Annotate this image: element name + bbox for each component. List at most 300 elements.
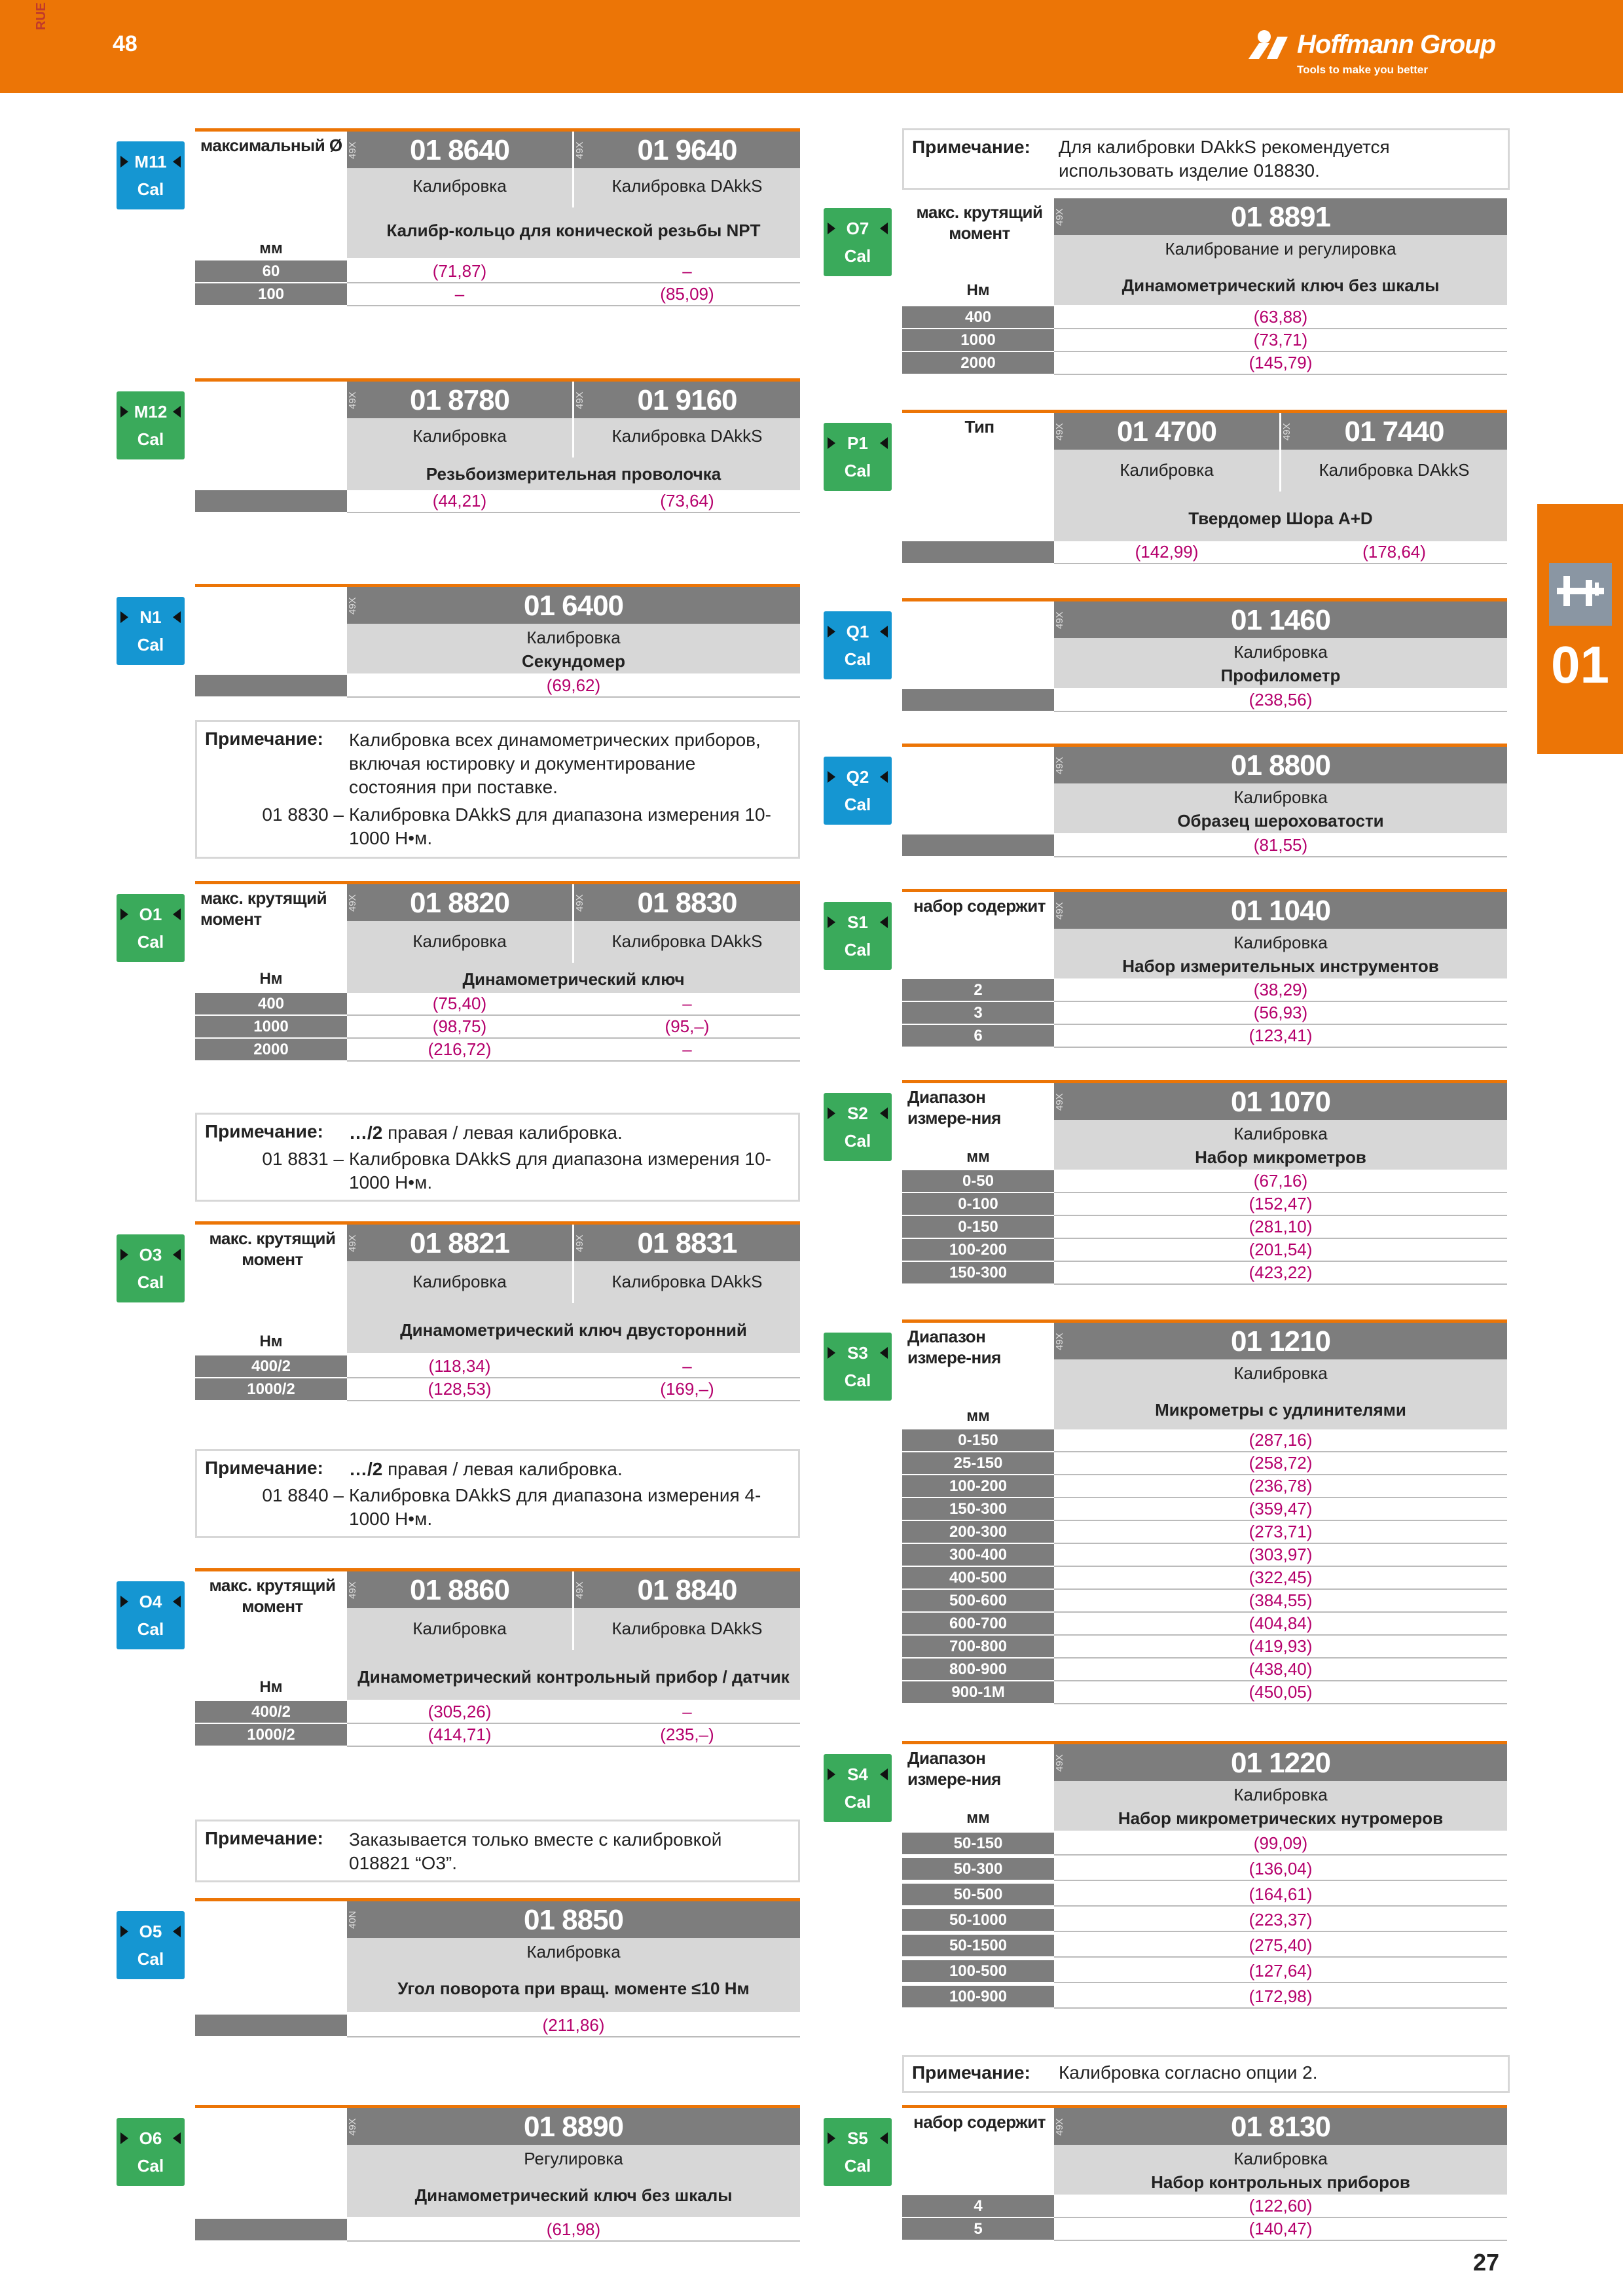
quantity-code: 49X — [1054, 757, 1065, 774]
row-key — [195, 675, 347, 696]
row-key — [195, 490, 347, 512]
note-box — [195, 720, 800, 859]
quantity-code: 49X — [1054, 1754, 1065, 1772]
article-header — [1054, 747, 1507, 783]
price-value: (85,09) — [660, 284, 714, 304]
note-title: Примечание: — [912, 2062, 1030, 2083]
table-row — [195, 1724, 800, 1747]
article-header — [1054, 198, 1507, 235]
badge-code: S4 — [847, 1765, 868, 1784]
article-header — [1054, 601, 1507, 638]
table-row — [902, 306, 1507, 329]
article-number[interactable]: 01 8830 — [637, 887, 737, 919]
badge-code: O4 — [139, 1592, 162, 1611]
article-number[interactable]: 01 8130 — [1230, 2111, 1331, 2143]
badge-code: O1 — [139, 905, 162, 924]
unit-label: мм — [966, 1407, 990, 1425]
price-value: – — [682, 261, 692, 281]
description-area — [1054, 235, 1507, 305]
description-area — [1054, 1359, 1507, 1429]
row-key: 200-300 — [902, 1521, 1054, 1543]
note-ref-text: Калибровка DAkkS для диапазона измерения 4-1000 Н•м. — [349, 1485, 761, 1529]
unit-label: Нм — [259, 1678, 283, 1696]
note-box — [195, 1820, 800, 1882]
row-line — [1054, 563, 1507, 564]
badge-code: N1 — [139, 607, 162, 627]
row-key: 400-500 — [902, 1567, 1054, 1588]
sub-label: Калибровка — [1233, 933, 1328, 952]
article-number[interactable]: 01 1220 — [1230, 1747, 1331, 1779]
price-value: (140,47) — [1249, 2219, 1313, 2238]
quantity-code: 49X — [574, 1581, 585, 1599]
note-text — [349, 1458, 788, 1481]
row-line — [1054, 1956, 1507, 1958]
column-label: набор содержит — [913, 896, 1046, 916]
separator — [572, 1608, 574, 1650]
note-title: Примечание: — [912, 137, 1030, 157]
price-value: (281,10) — [1249, 1217, 1313, 1236]
article-number[interactable]: 01 8860 — [409, 1574, 510, 1606]
table-row — [195, 2015, 800, 2037]
row-key: 50-500 — [902, 1884, 1054, 1905]
table-row — [902, 352, 1507, 375]
row-key: 400/2 — [195, 1701, 347, 1723]
price-value: (75,40) — [432, 994, 487, 1013]
price-value: (169,–) — [660, 1379, 714, 1399]
row-key: 400/2 — [195, 1355, 347, 1377]
badge-cal: Cal — [844, 940, 871, 960]
table-row — [902, 2195, 1507, 2218]
badge-o5 — [117, 1911, 185, 1979]
quantity-code: 49X — [347, 141, 358, 159]
product-name: Динамометрический контрольный прибор / датчик — [357, 1667, 790, 1687]
price-value: (216,72) — [428, 1039, 492, 1059]
note-text: Заказывается только вместе с калибровкой 018821 “O3”. — [349, 1829, 722, 1873]
row-line — [347, 1746, 800, 1747]
article-number[interactable]: 01 8780 — [409, 384, 510, 416]
badge-m12 — [117, 391, 185, 459]
row-key — [195, 2219, 347, 2240]
sub-label: Калибровка — [526, 1942, 621, 1962]
price-value: (164,61) — [1249, 1884, 1313, 1904]
brand-tagline: Tools to make you better — [1297, 63, 1428, 76]
description-area — [347, 624, 800, 673]
row-key: 4 — [902, 2195, 1054, 2217]
price-value: (136,04) — [1249, 1859, 1313, 1878]
description-area — [347, 1608, 800, 1700]
price-value: (127,64) — [1249, 1961, 1313, 1981]
badge-o1 — [117, 894, 185, 962]
row-line — [1054, 1982, 1507, 1983]
badge-cal: Cal — [844, 461, 871, 480]
article-number[interactable]: 01 4700 — [1116, 416, 1217, 448]
table-row — [195, 993, 800, 1016]
product-name: Микрометры с удлинителями — [1155, 1400, 1406, 1420]
article-header-1 — [347, 382, 572, 418]
price-value: (287,16) — [1249, 1430, 1313, 1450]
price-value: (152,47) — [1249, 1194, 1313, 1213]
row-line — [347, 1060, 800, 1062]
quantity-code: 49X — [574, 894, 585, 912]
price-value: (73,64) — [660, 491, 714, 511]
price-value: (98,75) — [432, 1016, 487, 1036]
article-header-1 — [347, 1571, 572, 1608]
note-ref-text: Калибровка DAkkS для диапазона измерения 10-1000 Н•м. — [349, 1149, 771, 1193]
article-header — [1054, 2108, 1507, 2145]
row-key: 400 — [195, 993, 347, 1014]
badge-cal: Cal — [844, 795, 871, 814]
row-key: 600-700 — [902, 1613, 1054, 1634]
article-header-1 — [1054, 413, 1279, 450]
price-value: (142,99) — [1135, 542, 1199, 562]
caliper-icon — [1549, 563, 1612, 626]
row-key: 6 — [902, 1025, 1054, 1047]
price-value: (178,64) — [1362, 542, 1426, 562]
row-line — [1054, 2240, 1507, 2241]
article-header — [347, 587, 800, 624]
badge-q1 — [824, 611, 892, 679]
table-row — [902, 1170, 1507, 1193]
badge-code: S3 — [847, 1343, 868, 1363]
note-text: Калибровка всех динамометрических приборов, включая юстировку и документирование состояния при поставке. — [349, 730, 761, 797]
product-name: Набор микрометрических нутромеров — [1118, 1808, 1444, 1828]
row-key: 100 — [195, 283, 347, 305]
sub-label-2: Калибровка DAkkS — [611, 1619, 763, 1638]
price-value: (438,40) — [1249, 1659, 1313, 1679]
article-header-2 — [574, 382, 800, 418]
note-bold: …/2 — [349, 1122, 383, 1143]
sub-label: Калибровка — [1233, 642, 1328, 662]
note-ref: 01 8830 – — [262, 804, 344, 825]
row-line — [1054, 2007, 1507, 2009]
price-value: (81,55) — [1253, 835, 1308, 855]
article-number[interactable]: 01 8850 — [523, 1904, 624, 1936]
article-header — [347, 1901, 800, 1938]
note-box — [195, 1113, 800, 1202]
row-key: 0-100 — [902, 1193, 1054, 1215]
description-area — [347, 418, 800, 490]
chapter-tab[interactable] — [1537, 504, 1623, 754]
price-value: (384,55) — [1249, 1590, 1313, 1610]
row-line — [1054, 1703, 1507, 1704]
badge-code: O7 — [846, 219, 869, 238]
badge-m11 — [117, 141, 185, 209]
quantity-code: 49X — [574, 391, 585, 409]
product-name: Набор измерительных инструментов — [1122, 956, 1439, 976]
price-value: – — [682, 1702, 692, 1721]
article-header — [1054, 1083, 1507, 1120]
article-number[interactable]: 01 8831 — [637, 1227, 737, 1259]
badge-cal: Cal — [137, 179, 164, 199]
badge-cal: Cal — [137, 1272, 164, 1292]
table-row — [195, 1355, 800, 1378]
badge-code: P1 — [847, 433, 868, 453]
unit-label: мм — [966, 1148, 990, 1166]
table-row — [902, 329, 1507, 352]
badge-code: Q1 — [846, 622, 869, 641]
quantity-code: 40N — [347, 1910, 358, 1929]
row-key: 150-300 — [902, 1498, 1054, 1520]
badge-cal: Cal — [137, 1619, 164, 1639]
badge-s5 — [824, 2118, 892, 2186]
note-bold: …/2 — [349, 1459, 383, 1479]
table-row — [195, 1039, 800, 1062]
separator — [572, 1261, 574, 1303]
table-row — [902, 1986, 1507, 2009]
row-line — [347, 2036, 800, 2037]
unit-label: мм — [259, 240, 283, 257]
price-value: (423,22) — [1249, 1263, 1313, 1282]
price-value: (67,16) — [1253, 1171, 1308, 1191]
description-area — [347, 2145, 800, 2217]
article-header — [1054, 892, 1507, 929]
price-value: (238,56) — [1249, 690, 1313, 709]
table-row — [902, 1025, 1507, 1048]
article-number[interactable]: 01 6400 — [523, 590, 624, 622]
article-number[interactable]: 01 1070 — [1230, 1086, 1331, 1118]
table-row — [902, 1429, 1507, 1452]
table-row — [902, 1659, 1507, 1681]
quantity-code: 49X — [347, 894, 358, 912]
badge-n1 — [117, 597, 185, 665]
article-header — [347, 2108, 800, 2145]
badge-code: M12 — [134, 402, 168, 422]
row-key: 50-1000 — [902, 1909, 1054, 1931]
table-row — [902, 1002, 1507, 1025]
article-header-2 — [574, 884, 800, 921]
table-row — [902, 1935, 1507, 1958]
badge-s2 — [824, 1093, 892, 1161]
quantity-code: 49X — [1054, 208, 1065, 226]
separator — [572, 921, 574, 963]
row-key: 50-300 — [902, 1858, 1054, 1880]
table-row — [902, 2218, 1507, 2241]
badge-q2 — [824, 757, 892, 825]
price-value: (201,54) — [1249, 1240, 1313, 1259]
badge-code: Q2 — [846, 767, 869, 787]
article-header — [1054, 1744, 1507, 1781]
quantity-code: 49X — [1054, 423, 1065, 440]
table-row — [902, 1909, 1507, 1932]
article-number[interactable]: 01 1460 — [1230, 604, 1331, 636]
row-line — [347, 512, 800, 513]
header-bar — [0, 0, 1623, 93]
row-key: 0-150 — [902, 1216, 1054, 1238]
sub-label: Калибровка — [1233, 2149, 1328, 2168]
article-number[interactable]: 01 8840 — [637, 1574, 737, 1606]
table-row — [902, 1960, 1507, 1983]
article-header-2 — [574, 132, 800, 168]
chapter-number: 01 — [1551, 636, 1609, 694]
price-value: (235,–) — [660, 1725, 714, 1744]
product-name: Твердомер Шора A+D — [1188, 509, 1373, 528]
note-title: Примечание: — [205, 1121, 323, 1141]
table-row — [902, 1239, 1507, 1262]
column-label: Тип — [964, 417, 994, 437]
row-key: 500-600 — [902, 1590, 1054, 1611]
table-row — [902, 1193, 1507, 1216]
page-number-top: 48 — [113, 31, 137, 56]
row-key: 150-300 — [902, 1262, 1054, 1283]
badge-cal: Cal — [844, 1792, 871, 1812]
quantity-code: 49X — [347, 1234, 358, 1252]
quantity-code: 49X — [574, 141, 585, 159]
price-value: (305,26) — [428, 1702, 492, 1721]
table-row — [902, 689, 1507, 712]
article-number[interactable]: 01 8640 — [409, 134, 510, 166]
row-key: 60 — [195, 260, 347, 282]
table-row — [902, 1858, 1507, 1881]
quantity-code: 49X — [347, 1581, 358, 1599]
price-value: (419,93) — [1249, 1636, 1313, 1656]
table-row — [195, 1016, 800, 1039]
description-area — [1054, 450, 1507, 541]
price-value: (44,21) — [432, 491, 487, 511]
row-line — [347, 696, 800, 698]
table-row — [195, 260, 800, 283]
row-key: 100-200 — [902, 1239, 1054, 1261]
row-key: 1000/2 — [195, 1724, 347, 1746]
article-header-2 — [574, 1225, 800, 1261]
note-box — [902, 128, 1510, 190]
note-title: Примечание: — [205, 1828, 323, 1848]
quantity-code: 49X — [1054, 1093, 1065, 1111]
row-key: 1000 — [902, 329, 1054, 351]
quantity-code: 49X — [1281, 423, 1292, 440]
article-number[interactable]: 01 8890 — [523, 2111, 624, 2143]
row-key: 800-900 — [902, 1659, 1054, 1680]
unit-label: Нм — [966, 281, 990, 299]
article-number[interactable]: 01 9640 — [637, 134, 737, 166]
table-row — [902, 1613, 1507, 1636]
description-area — [347, 921, 800, 993]
separator — [1279, 450, 1281, 492]
note-text: Калибровка согласно опции 2. — [1059, 2062, 1318, 2083]
badge-code: S2 — [847, 1103, 868, 1123]
description-area — [1054, 2145, 1507, 2195]
row-key: 1000/2 — [195, 1378, 347, 1400]
quantity-code: 49X — [574, 1234, 585, 1252]
description-area — [1054, 638, 1507, 688]
price-value: (404,84) — [1249, 1613, 1313, 1633]
badge-o7 — [824, 208, 892, 276]
row-line — [1054, 1905, 1507, 1907]
article-number[interactable]: 01 1210 — [1230, 1325, 1331, 1357]
row-key: 1000 — [195, 1016, 347, 1037]
table-row — [195, 1378, 800, 1401]
row-key: 100-900 — [902, 1986, 1054, 2007]
sub-label: Калибровка — [526, 628, 621, 647]
price-value: (236,78) — [1249, 1476, 1313, 1496]
badge-cal: Cal — [844, 649, 871, 669]
row-key: 300-400 — [902, 1544, 1054, 1566]
price-value: (99,09) — [1253, 1833, 1308, 1853]
row-key — [902, 689, 1054, 711]
article-number[interactable]: 01 9160 — [637, 384, 737, 416]
price-value: (303,97) — [1249, 1545, 1313, 1564]
badge-s1 — [824, 902, 892, 970]
table-row — [902, 1590, 1507, 1613]
row-line — [347, 2240, 800, 2242]
sub-label-2: Калибровка DAkkS — [1319, 460, 1470, 480]
column-label: макс. крутящий момент — [209, 1575, 336, 1616]
table-row — [902, 1475, 1507, 1498]
quantity-code: 49X — [1054, 902, 1065, 920]
sub-label-2: Калибровка DAkkS — [611, 176, 763, 196]
column-label: макс. крутящий момент — [916, 202, 1043, 243]
article-number[interactable]: 01 8821 — [409, 1227, 510, 1259]
price-value: (359,47) — [1249, 1499, 1313, 1518]
table-row — [195, 490, 800, 513]
badge-cal: Cal — [844, 1371, 871, 1390]
price-value: (211,86) — [542, 2015, 605, 2035]
product-name: Профилометр — [1220, 666, 1341, 685]
note-box — [195, 1449, 800, 1538]
table-row — [902, 1498, 1507, 1521]
table-row — [902, 1636, 1507, 1659]
sub-label-2: Калибровка DAkkS — [611, 1272, 763, 1291]
column-label: максимальный Ø — [200, 135, 342, 155]
price-value: (450,05) — [1249, 1682, 1313, 1702]
row-key: 100-500 — [902, 1960, 1054, 1982]
article-number[interactable]: 01 7440 — [1344, 416, 1444, 448]
row-line — [1054, 1283, 1507, 1285]
row-line — [1054, 1880, 1507, 1881]
quantity-code: 49X — [347, 2118, 358, 2136]
article-number[interactable]: 01 1040 — [1230, 895, 1331, 927]
sub-label: Калибровка — [1233, 1124, 1328, 1143]
table-row — [902, 1521, 1507, 1544]
badge-o4 — [117, 1581, 185, 1649]
column-label: Диапазон измере-ния — [907, 1087, 1001, 1128]
price-value: – — [682, 1039, 692, 1059]
quantity-code: 49X — [347, 597, 358, 615]
article-number[interactable]: 01 8800 — [1230, 749, 1331, 781]
column-label: макс. крутящий момент — [200, 888, 327, 929]
row-line — [1054, 1854, 1507, 1856]
badge-cal: Cal — [844, 1131, 871, 1151]
article-number[interactable]: 01 8891 — [1230, 201, 1331, 233]
product-name: Набор контрольных приборов — [1151, 2172, 1410, 2192]
badge-s3 — [824, 1333, 892, 1401]
table-row — [902, 1567, 1507, 1590]
product-name: Угол поворота при вращ. моменте ≤10 Нм — [397, 1979, 750, 1998]
article-header-2 — [1281, 413, 1507, 450]
quantity-code: 49X — [1054, 1333, 1065, 1350]
price-value: (73,71) — [1253, 330, 1308, 350]
note-text: Для калибровки DAkkS рекомендуется использовать изделие 018830. — [1059, 137, 1390, 181]
price-value: – — [682, 994, 692, 1013]
description-area — [347, 1261, 800, 1353]
product-name: Секундомер — [521, 651, 626, 671]
sub-label-1: Калибровка — [412, 1619, 507, 1638]
sub-label-2: Калибровка DAkkS — [611, 426, 763, 446]
note-title: Примечание: — [205, 728, 323, 749]
article-number[interactable]: 01 8820 — [409, 887, 510, 919]
separator — [572, 168, 574, 207]
note-text-rest: правая / левая калибровка. — [382, 1459, 623, 1479]
price-value: – — [454, 284, 465, 304]
row-key: 900-1M — [902, 1681, 1054, 1703]
badge-code: O3 — [139, 1245, 162, 1265]
badge-cal: Cal — [844, 2156, 871, 2176]
badge-code: M11 — [134, 152, 167, 171]
note-text — [349, 1121, 788, 1145]
table-row — [902, 834, 1507, 857]
row-key: 0-50 — [902, 1170, 1054, 1192]
row-key — [902, 834, 1054, 856]
note-ref: 01 8831 – — [262, 1149, 344, 1169]
